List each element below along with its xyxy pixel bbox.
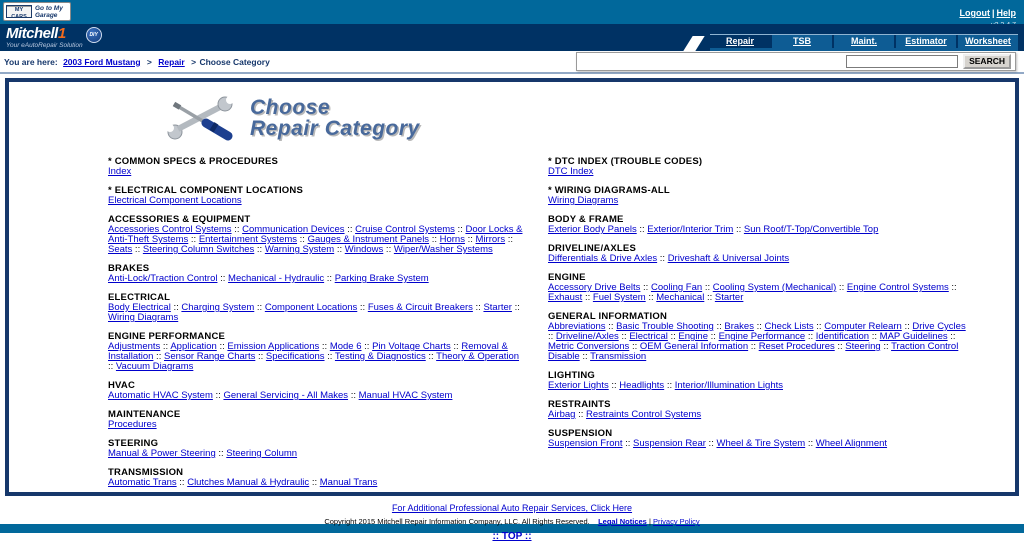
category-title: BODY & FRAME xyxy=(548,214,624,225)
category-link[interactable]: Engine xyxy=(678,331,709,342)
category-links xyxy=(108,303,524,323)
category-link[interactable]: Computer Relearn xyxy=(824,321,902,332)
link-separator: :: xyxy=(869,331,880,342)
link-separator: :: xyxy=(705,438,717,449)
category-link[interactable]: Transmission xyxy=(590,351,647,362)
category-link[interactable]: Emission Applications xyxy=(227,341,320,352)
link-separator: :: xyxy=(704,292,715,303)
category-link[interactable]: Airbag xyxy=(548,409,576,420)
category-link[interactable]: Body Electrical xyxy=(108,302,171,313)
breadcrumb-repair-link[interactable]: Repair xyxy=(158,56,185,67)
category-link[interactable]: Suspension Rear xyxy=(633,438,706,449)
link-separator: :: xyxy=(429,234,440,245)
category-link[interactable]: Door Locks & Anti-Theft Systems xyxy=(108,224,523,245)
link-separator: :: xyxy=(170,302,182,313)
diy-badge-icon: DIY xyxy=(86,27,102,43)
license-plate-label: MY CARS xyxy=(11,7,27,20)
tab-estimator[interactable]: Estimator xyxy=(896,35,956,48)
category-link[interactable]: General Servicing - All Makes xyxy=(223,390,349,401)
category-section xyxy=(108,293,524,323)
category-section xyxy=(108,468,524,488)
category-link[interactable]: Steering xyxy=(845,341,881,352)
category-links xyxy=(548,254,972,264)
category-link[interactable]: Specifications xyxy=(265,351,325,362)
category-link[interactable]: Brakes xyxy=(724,321,754,332)
category-links xyxy=(548,381,972,391)
category-section xyxy=(108,332,524,372)
category-link[interactable]: Pin Voltage Charts xyxy=(372,341,451,352)
category-link[interactable]: Component Locations xyxy=(264,302,358,313)
category-links xyxy=(548,410,972,420)
category-columns xyxy=(9,157,1015,497)
link-separator: :: xyxy=(748,341,759,352)
category-link[interactable]: Removal & Installation xyxy=(108,341,508,362)
link-separator: :: xyxy=(505,234,514,245)
breadcrumb-separator: > xyxy=(146,56,152,67)
category-section xyxy=(108,157,524,177)
link-separator: :: xyxy=(188,234,199,245)
category-links xyxy=(548,439,972,449)
category-title: MAINTENANCE xyxy=(108,409,181,420)
category-section xyxy=(108,215,524,255)
category-link[interactable]: Manual & Power Steering xyxy=(108,448,216,459)
category-section xyxy=(108,439,524,459)
category-title: STEERING xyxy=(108,438,159,449)
category-link[interactable]: OEM General Information xyxy=(639,341,749,352)
breadcrumb-separator: > xyxy=(191,56,197,67)
category-link[interactable]: Wiring Diagrams xyxy=(108,312,179,323)
search-button[interactable]: SEARCH xyxy=(963,54,1011,69)
category-link[interactable]: Traction Control Disable xyxy=(548,341,959,362)
link-separator: :: xyxy=(425,351,437,362)
category-link[interactable]: Mode 6 xyxy=(329,341,362,352)
category-link[interactable]: Exhaust xyxy=(548,292,583,303)
category-title: * WIRING DIAGRAMS-ALL xyxy=(548,185,670,196)
category-column-right xyxy=(548,157,972,497)
category-link[interactable]: Warning System xyxy=(264,244,335,255)
link-separator: :: xyxy=(297,234,308,245)
link-separator: :: xyxy=(901,321,913,332)
legal-notices-link[interactable]: Legal Notices xyxy=(598,517,647,526)
category-link[interactable]: Suspension Front xyxy=(548,438,623,449)
privacy-policy-link[interactable]: Privacy Policy xyxy=(652,517,700,526)
category-link[interactable]: MAP Guidelines xyxy=(879,331,948,342)
category-link[interactable]: Mirrors xyxy=(475,234,506,245)
category-links xyxy=(108,196,524,206)
mitchell1-logo xyxy=(6,26,102,49)
category-title: BRAKES xyxy=(108,263,150,274)
category-title: * COMMON SPECS & PROCEDURES xyxy=(108,156,279,167)
category-title: ENGINE xyxy=(548,272,586,283)
category-links xyxy=(108,420,524,430)
category-links xyxy=(108,274,524,284)
link-separator: :: xyxy=(636,224,648,235)
link-separator: :: xyxy=(108,361,116,372)
link-separator: :: xyxy=(629,341,640,352)
category-links xyxy=(548,322,972,362)
page-title: Choose Repair Category xyxy=(250,96,420,140)
category-title: DRIVELINE/AXLES xyxy=(548,243,636,254)
link-separator: :: xyxy=(947,331,956,342)
category-link[interactable]: Clutches Manual & Hydraulic xyxy=(187,477,310,488)
link-separator: :: xyxy=(160,341,171,352)
category-title: ENGINE PERFORMANCE xyxy=(108,331,226,342)
breadcrumb xyxy=(4,57,270,67)
category-title: ELECTRICAL xyxy=(108,292,171,303)
category-section xyxy=(548,429,972,449)
category-link[interactable]: Identification xyxy=(815,331,870,342)
category-link[interactable]: Fuses & Circuit Breakers xyxy=(367,302,473,313)
category-link[interactable]: Accessories Control Systems xyxy=(108,224,232,235)
link-separator: :: xyxy=(357,302,368,313)
category-link[interactable]: Metric Conversions xyxy=(548,341,630,352)
search-input[interactable] xyxy=(846,55,958,68)
tab-repair[interactable]: Repair xyxy=(710,35,770,48)
category-link[interactable]: Cooling Fan xyxy=(650,282,703,293)
category-link[interactable]: Wiring Diagrams xyxy=(548,195,619,206)
link-separator: :: xyxy=(254,244,265,255)
category-title: SUSPENSION xyxy=(548,428,613,439)
brand-tagline: Your eAutoRepair Solution xyxy=(6,42,83,49)
category-links xyxy=(108,167,524,177)
link-separator: :: xyxy=(622,438,634,449)
category-link[interactable]: Steering Column xyxy=(226,448,298,459)
category-link[interactable]: Cooling System (Mechanical) xyxy=(712,282,837,293)
category-link[interactable]: Wheel Alignment xyxy=(815,438,888,449)
session-pipe: | xyxy=(991,8,995,18)
category-link[interactable]: Manual HVAC System xyxy=(358,390,453,401)
link-separator: :: xyxy=(132,244,143,255)
link-separator: :: xyxy=(454,224,466,235)
link-separator: :: xyxy=(667,331,679,342)
link-separator: :: xyxy=(511,302,520,313)
category-link[interactable]: Cruise Control Systems xyxy=(355,224,455,235)
category-section xyxy=(108,410,524,430)
category-title: * DTC INDEX (TROUBLE CODES) xyxy=(548,156,703,167)
category-link[interactable]: Differentials & Drive Axles xyxy=(548,253,658,264)
link-separator: :: xyxy=(618,331,630,342)
nav-bar xyxy=(0,24,1024,51)
tab-maint[interactable]: Maint. xyxy=(834,35,894,48)
link-separator: :: xyxy=(176,477,188,488)
back-to-top-link[interactable]: :: TOP :: xyxy=(492,531,532,542)
category-link[interactable]: Electrical xyxy=(629,331,668,342)
breadcrumb-row xyxy=(0,51,1024,74)
link-separator: :: xyxy=(664,380,675,391)
category-links xyxy=(548,167,972,177)
category-section xyxy=(548,157,972,177)
link-separator: :: xyxy=(212,390,224,401)
link-separator: :: xyxy=(231,224,243,235)
category-link[interactable]: Parking Brake System xyxy=(334,273,429,284)
link-separator: :: xyxy=(640,282,651,293)
category-title: RESTRAINTS xyxy=(548,399,611,410)
category-link[interactable]: Theory & Operation xyxy=(436,351,520,362)
category-section xyxy=(108,186,524,206)
link-separator: :: xyxy=(254,302,265,313)
link-separator: :: xyxy=(880,341,892,352)
category-link[interactable]: Adjustments xyxy=(108,341,161,352)
help-link[interactable]: Help xyxy=(996,8,1016,18)
category-link[interactable]: Vacuum Diagrams xyxy=(115,361,194,372)
copyright-text: Copyright 2015 Mitchell Repair Information Company, LLC. All Rights Reserved. xyxy=(324,517,590,526)
category-link[interactable]: Gauges & Instrument Panels xyxy=(307,234,430,245)
category-link[interactable]: Index xyxy=(108,166,132,177)
main-content-box xyxy=(5,78,1019,496)
category-links xyxy=(108,478,524,488)
link-separator: :: xyxy=(383,244,394,255)
crossed-tools-icon xyxy=(164,94,236,142)
breadcrumb-current: Choose Category xyxy=(199,56,270,67)
link-separator: :: xyxy=(605,321,617,332)
category-link[interactable]: Fuel System xyxy=(592,292,646,303)
link-separator: :: xyxy=(579,351,591,362)
category-link[interactable]: Engine Performance xyxy=(718,331,806,342)
link-separator: :: xyxy=(309,477,320,488)
link-separator: :: xyxy=(319,341,330,352)
category-link[interactable]: Electrical Component Locations xyxy=(108,195,242,206)
category-link[interactable]: Procedures xyxy=(108,419,157,430)
link-separator: :: xyxy=(575,409,587,420)
category-section xyxy=(548,400,972,420)
category-links xyxy=(108,449,524,459)
link-separator: :: xyxy=(836,282,847,293)
category-link[interactable]: Seats xyxy=(108,244,133,255)
link-separator: :: xyxy=(753,321,765,332)
link-separator: :: xyxy=(334,244,345,255)
category-links xyxy=(108,225,524,255)
tab-strip xyxy=(688,34,1018,51)
tab-worksheet[interactable]: Worksheet xyxy=(958,35,1018,48)
category-link[interactable]: Wiper/Washer Systems xyxy=(393,244,493,255)
link-separator: :: xyxy=(255,351,266,362)
category-link[interactable]: Reset Procedures xyxy=(758,341,835,352)
category-link[interactable]: Testing & Diagnostics xyxy=(334,351,426,362)
category-link[interactable]: Automatic HVAC System xyxy=(108,390,213,401)
link-separator: :: xyxy=(216,341,228,352)
category-link[interactable]: Mechanical xyxy=(656,292,705,303)
link-separator: :: xyxy=(948,282,957,293)
top-bar xyxy=(0,0,1024,24)
link-separator: :: xyxy=(450,341,462,352)
link-separator: :: xyxy=(361,341,373,352)
footer-pipe: | xyxy=(648,517,651,526)
link-separator: :: xyxy=(472,302,484,313)
category-link[interactable]: Sensor Range Charts xyxy=(163,351,256,362)
link-separator: :: xyxy=(657,253,668,264)
category-link[interactable]: Restraints Control Systems xyxy=(586,409,702,420)
category-link[interactable]: Check Lists xyxy=(764,321,814,332)
category-link[interactable]: Abbreviations xyxy=(548,321,606,332)
link-separator: :: xyxy=(582,292,593,303)
category-link[interactable]: Application xyxy=(170,341,217,352)
category-link[interactable]: Starter xyxy=(714,292,744,303)
category-title: GENERAL INFORMATION xyxy=(548,311,668,322)
category-link[interactable]: Automatic Trans xyxy=(108,477,177,488)
link-separator: :: xyxy=(813,321,825,332)
link-separator: :: xyxy=(834,341,846,352)
category-link[interactable]: Mechanical - Hydraulic xyxy=(228,273,325,284)
category-link[interactable]: Basic Trouble Shooting xyxy=(616,321,714,332)
category-link[interactable]: Headlights xyxy=(619,380,665,391)
category-link[interactable]: Entertainment Systems xyxy=(198,234,298,245)
footer xyxy=(0,496,1024,542)
category-link[interactable]: Steering Column Switches xyxy=(142,244,255,255)
category-title: ACCESSORIES & EQUIPMENT xyxy=(108,214,251,225)
category-link[interactable]: Interior/Illumination Lights xyxy=(674,380,783,391)
link-separator: :: xyxy=(733,224,744,235)
link-separator: :: xyxy=(702,282,713,293)
link-separator: :: xyxy=(805,438,816,449)
license-plate-icon xyxy=(6,5,32,18)
category-link[interactable]: Anti-Lock/Traction Control xyxy=(108,273,218,284)
category-links xyxy=(108,342,524,372)
category-section xyxy=(548,371,972,391)
category-column-left xyxy=(108,157,524,497)
category-link[interactable]: Accessory Drive Belts xyxy=(548,282,641,293)
category-link[interactable]: Manual Trans xyxy=(319,477,378,488)
category-link[interactable]: Driveline/Axles xyxy=(555,331,619,342)
garage-button-label: Go to My Garage xyxy=(35,4,63,19)
link-separator: :: xyxy=(217,273,229,284)
breadcrumb-vehicle-link[interactable]: 2003 Ford Mustang xyxy=(63,56,141,67)
category-title: HVAC xyxy=(108,380,136,391)
category-link[interactable]: Communication Devices xyxy=(242,224,345,235)
link-separator: :: xyxy=(348,390,359,401)
category-link[interactable]: Starter xyxy=(483,302,512,313)
category-link[interactable]: Engine Control Systems xyxy=(846,282,949,293)
link-separator: :: xyxy=(215,448,227,459)
logout-link[interactable]: Logout xyxy=(959,8,990,18)
category-section xyxy=(548,186,972,206)
nav-tabs xyxy=(710,34,1018,51)
slash-decoration xyxy=(683,36,704,51)
category-link[interactable]: Sun Roof/T-Top/Convertible Top xyxy=(743,224,879,235)
category-link[interactable]: Exterior Body Panels xyxy=(548,224,637,235)
link-separator: :: xyxy=(324,273,335,284)
link-separator: :: xyxy=(548,331,556,342)
category-section xyxy=(548,244,972,264)
category-link[interactable]: Horns xyxy=(439,234,465,245)
tab-tsb[interactable]: TSB xyxy=(772,35,832,48)
category-links xyxy=(548,196,972,206)
category-link[interactable]: Driveshaft & Universal Joints xyxy=(667,253,790,264)
category-link[interactable]: Wheel & Tire System xyxy=(716,438,806,449)
category-title: LIGHTING xyxy=(548,370,595,381)
link-separator: :: xyxy=(713,321,725,332)
category-link[interactable]: DTC Index xyxy=(548,166,594,177)
category-title: * ELECTRICAL COMPONENT LOCATIONS xyxy=(108,185,303,196)
category-section xyxy=(548,215,972,235)
category-links xyxy=(108,391,524,401)
category-link[interactable]: Charging System xyxy=(181,302,255,313)
link-separator: :: xyxy=(645,292,657,303)
link-separator: :: xyxy=(708,331,719,342)
page-header xyxy=(164,92,1015,144)
go-to-my-garage-button[interactable] xyxy=(3,2,71,21)
category-section xyxy=(108,381,524,401)
category-link[interactable]: Exterior Lights xyxy=(548,380,609,391)
brand-wordmark: Mitchell1 xyxy=(6,25,66,42)
link-separator: :: xyxy=(153,351,164,362)
link-separator: :: xyxy=(608,380,620,391)
category-title: TRANSMISSION xyxy=(108,467,184,478)
link-separator: :: xyxy=(324,351,335,362)
link-separator: :: xyxy=(464,234,476,245)
category-section xyxy=(548,312,972,362)
additional-services-link[interactable]: For Additional Professional Auto Repair Services, Click Here xyxy=(391,503,633,513)
category-links xyxy=(548,225,972,235)
category-section xyxy=(108,264,524,284)
link-separator: :: xyxy=(344,224,356,235)
category-link[interactable]: Drive Cycles xyxy=(912,321,966,332)
category-links xyxy=(548,283,972,303)
category-section xyxy=(548,273,972,303)
category-link[interactable]: Exterior/Interior Trim xyxy=(647,224,734,235)
breadcrumb-prefix: You are here: xyxy=(4,56,58,67)
link-separator: :: xyxy=(805,331,816,342)
category-link[interactable]: Windows xyxy=(344,244,384,255)
search-panel xyxy=(576,52,1016,71)
